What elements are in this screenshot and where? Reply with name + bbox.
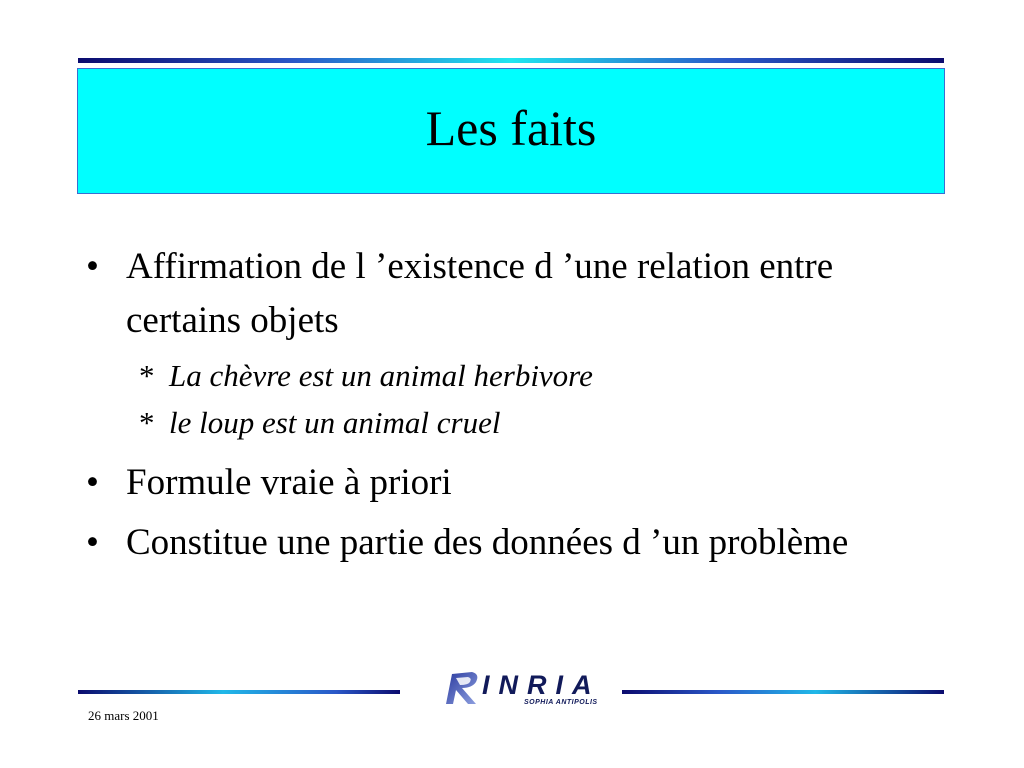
footer-rule-left — [78, 690, 400, 694]
title-box — [77, 68, 945, 194]
bullet-item — [86, 456, 926, 510]
bullet-marker: • — [86, 462, 99, 503]
bullet-item — [86, 240, 926, 348]
sub-bullet-list — [86, 352, 926, 446]
sub-bullet-marker: * — [139, 358, 155, 393]
top-rule — [78, 58, 944, 63]
bullet-marker: • — [86, 246, 99, 287]
footer-rule-right — [622, 690, 944, 694]
bullet-text: Formule vraie à priori — [126, 462, 452, 503]
logo-wordmark: INRIA — [482, 670, 601, 700]
bullet-text: Affirmation de l ’existence d ’une relation entre certains objets — [126, 246, 834, 341]
inria-logo — [442, 664, 602, 712]
sub-bullet-text: La chèvre est un animal herbivore — [169, 358, 593, 393]
sub-bullet-marker: * — [139, 405, 155, 440]
logo-subtitle: SOPHIA ANTIPOLIS — [524, 699, 598, 706]
bullet-item — [86, 516, 926, 570]
sub-bullet-item — [86, 352, 926, 399]
sub-bullet-item — [86, 399, 926, 446]
sub-bullet-text: le loup est un animal cruel — [169, 405, 501, 440]
inria-r-logo-icon — [442, 668, 482, 708]
bullet-list — [86, 240, 926, 570]
footer-date: 26 mars 2001 — [88, 708, 159, 723]
slide-title: Les faits — [425, 100, 597, 156]
bullet-text: Constitue une partie des données d ’un problème — [126, 522, 849, 563]
bullet-marker: • — [86, 522, 99, 563]
